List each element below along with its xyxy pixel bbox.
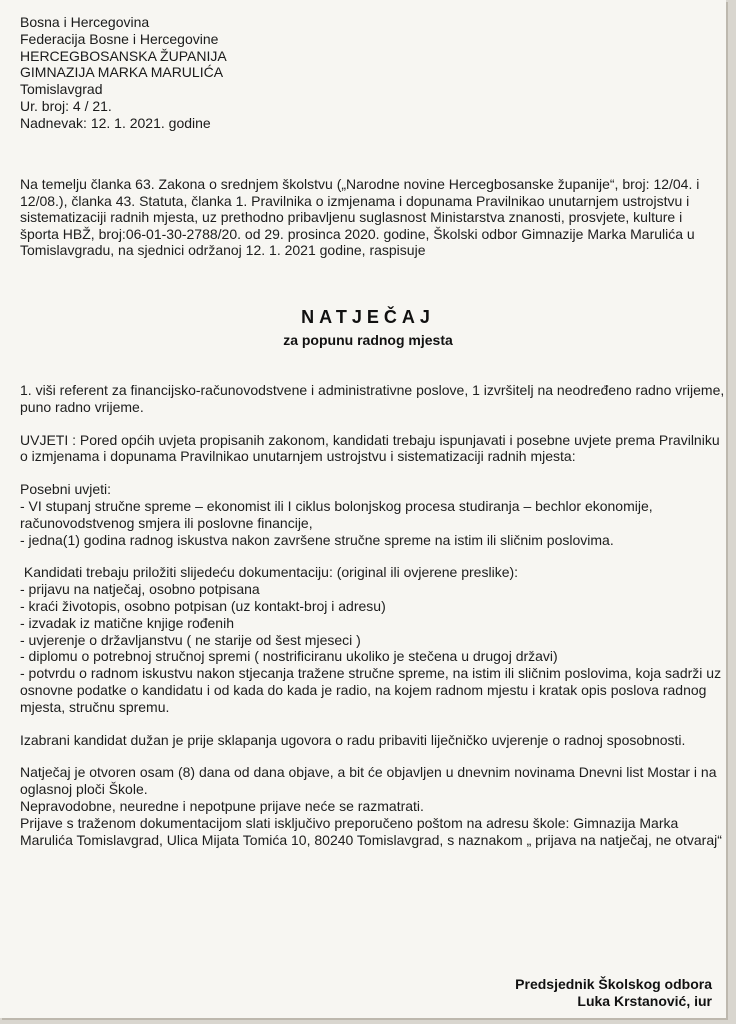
position-description: 1. viši referent za financijsko-računovodstvene i administrativne poslove, 1 izvršitelj na neodređeno radno vrijeme, puno radno vrijeme. [20, 382, 725, 415]
notice-title: NATJEČAJ [301, 307, 435, 327]
medical-certificate-note: Izabrani kandidat dužan je prije sklapanja ugovora o radu pribaviti liječničko uvjerenje o radnoj sposobnosti. [20, 731, 686, 748]
closing-paragraph: Natječaj je otvoren osam (8) dana od dana objave, a bit će objavljen u dnevnim novinama Dnevni list Mostar i na oglasnoj ploči Škole. [20, 764, 717, 798]
signatory-title: Predsjednik Školskog odbora [515, 976, 712, 992]
issuer-header [20, 14, 227, 132]
general-conditions: UVJETI : Pored općih uvjeta propisanih zakonom, kandidati trebaju ispunjavati i posebne uvjete prema Pravilniku o izmjenama i dopunama Pravilnikao unutarnjem ustrojstvu i sistematizaciji radnih mjesta: [20, 431, 720, 465]
documents-heading: Kandidati trebaju priložiti slijedeću dokumentaciju: (original ili ovjerene preslike): [20, 564, 519, 581]
header-line: Bosna i Hercegovina [20, 14, 150, 30]
document-item: - diplomu o potrebnoj stručnoj spremi ( nostrificiranu ukoliko je stečena u drugoj državi) [20, 648, 558, 665]
document-item: - izvadak iz matične knjige rođenih [20, 614, 234, 631]
special-conditions-heading: Posebni uvjeti: [20, 481, 112, 498]
header-line: Tomislavgrad [20, 81, 103, 98]
special-condition-item: - VI stupanj stručne spreme – ekonomist ili I ciklus bolonjskog procesa studiranja – bechlor ekonomije, računovodstvenog smjera ili poslovne financije, [20, 497, 653, 531]
legal-preamble: Na temelju članka 63. Zakona o srednjem školstvu („Narodne novine Hercegbosanske županije“, broj: 12/04. i 12/08.), članka 43. Statuta, članka 1. Pravilnika o izmjenama i dopunama Pravilnikao unutarnjem ustrojstvu i sistematizaciji radnih mjesta, uz prethodno pribavljenu suglasnost Ministarstva znanosti, prosvjete, kulture i športa HBŽ, broj:06-01-30-2788/20. od 29. prosinca 2020. godine, Školski odbor Gimnazije Marka Marulića u Tomislavgradu, na sjednici održanoj 12. 1. 2021 godine, raspisuje [20, 176, 700, 259]
header-line: GIMNAZIJA MARKA MARULIĆA [20, 64, 224, 81]
issue-date: Nadnevak: 12. 1. 2021. godine [20, 114, 211, 131]
document-item: - uvjerenje o državljanstvu ( ne starije od šest mjeseci ) [20, 631, 361, 648]
notice-body [20, 382, 726, 848]
signatory-name: Luka Krstanović, iur [577, 993, 712, 1009]
reference-number: Ur. broj: 4 / 21. [20, 97, 112, 114]
notice-subtitle: za popunu radnog mjesta [283, 332, 453, 348]
closing-paragraph: Nepravodobne, neuredne i nepotpune prijave neće se razmatrati. [20, 797, 424, 814]
signature-block [515, 976, 712, 1010]
header-line: Federacija Bosne i Hercegovine [20, 30, 219, 47]
closing-paragraph: Prijave s traženom dokumentacijom slati isključivo preporučeno poštom na adresu škole: Gimnazija Marka Marulića Tomislavgrad, Ulica Mijata Tomića 10, 80240 Tomislavgrad, s naznakom „ prijava na natječaj, ne otvaraj“ [20, 814, 722, 848]
header-line: HERCEGBOSANSKA ŽUPANIJA [20, 47, 227, 64]
document-item: - kraći životopis, osobno potpisan (uz kontakt-broj i adresu) [20, 597, 386, 614]
document-item: - prijavu na natječaj, osobno potpisana [20, 581, 260, 598]
document-item: - potvrdu o radnom iskustvu nakon stjecanja tražene stručne spreme, na istim ili sličnim poslovima, koja sadrži uz osnovne podatke o kandidatu i od kada do kada je radio, na kojem radnom mjestu i kratak opis poslova radnog mjesta, stručnu spremu. [20, 665, 722, 715]
special-condition-item: - jedna(1) godina radnog iskustva nakon završene stručne spreme na istim ili sličnim poslovima. [20, 531, 614, 548]
